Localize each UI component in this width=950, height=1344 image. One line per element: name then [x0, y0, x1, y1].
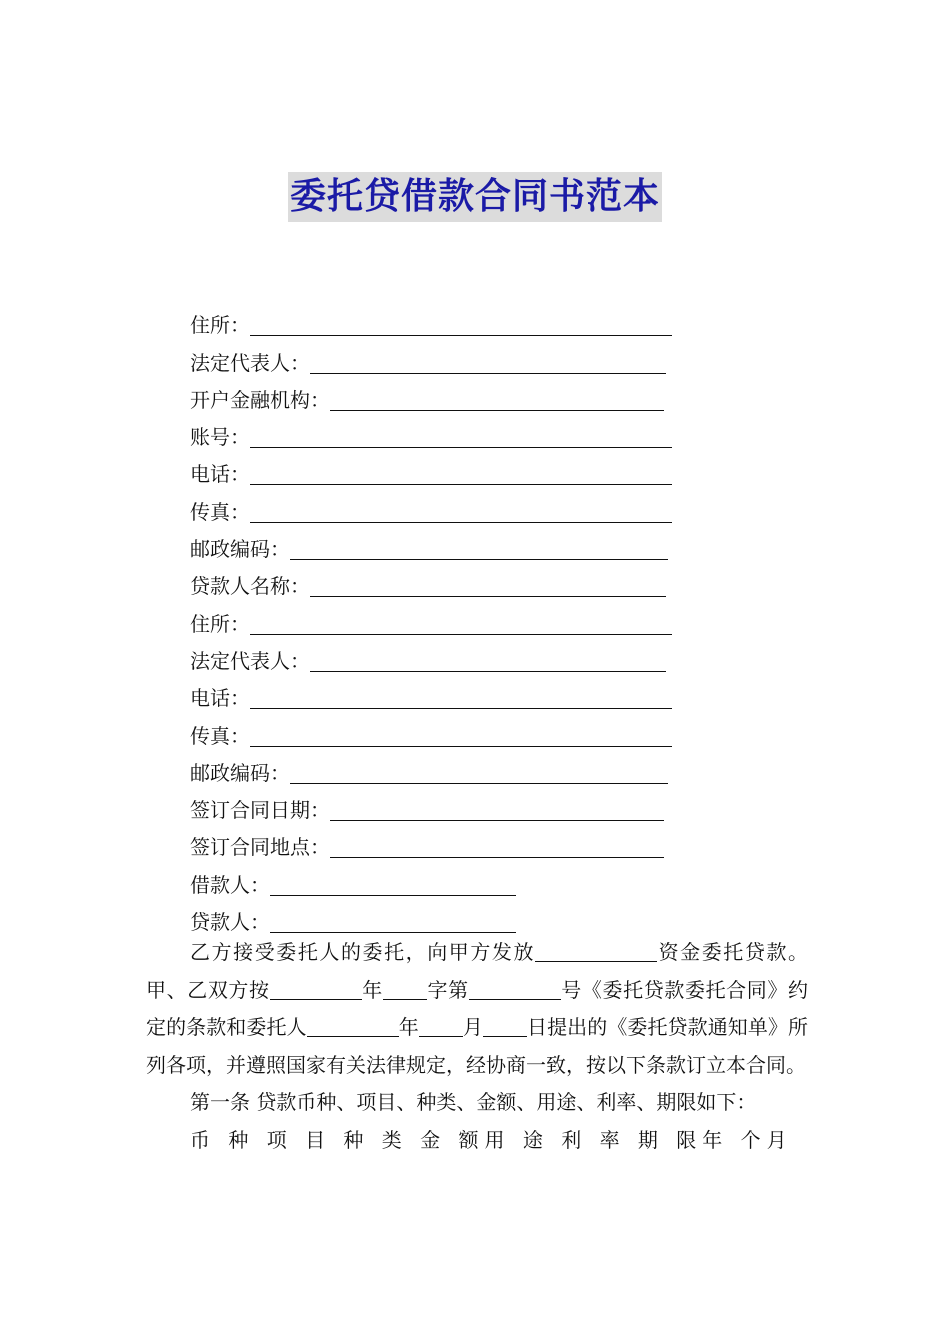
fill-in-blank[interactable] [307, 1014, 399, 1037]
fill-in-blank[interactable] [290, 535, 668, 560]
fill-in-blank[interactable] [330, 796, 664, 821]
field-label: 邮政编码： [190, 760, 290, 785]
text-segment: 乙方接受委托人的委托，向甲方发放 [190, 940, 536, 964]
text-segment: 号《委托贷款委托合同》约定的条款和委托人 [146, 977, 809, 1039]
field-label: 贷款人名称： [190, 574, 310, 599]
field-label: 法定代表人： [190, 350, 310, 375]
field-row [190, 564, 672, 601]
field-label: 法定代表人： [190, 648, 310, 673]
fill-in-blank[interactable] [330, 833, 664, 858]
field-row [190, 676, 672, 713]
text-segment: 年 [398, 1015, 419, 1039]
field-row [190, 639, 672, 676]
fill-in-blank[interactable] [310, 647, 666, 672]
text-segment: 资金委托贷款。甲、乙双方按 [146, 940, 809, 1002]
fill-in-blank[interactable] [383, 977, 427, 1000]
field-label: 贷款人： [190, 910, 270, 935]
document-title-wrap [0, 172, 950, 222]
text-segment: 月 [462, 1015, 483, 1039]
fill-in-blank[interactable] [250, 498, 672, 523]
field-label: 借款人： [190, 872, 270, 897]
fill-in-blank[interactable] [469, 977, 561, 1000]
field-label: 传真： [190, 723, 250, 748]
fill-in-blank[interactable] [310, 349, 666, 374]
fill-in-blank[interactable] [250, 610, 672, 635]
field-row [190, 601, 672, 638]
field-label: 传真： [190, 499, 250, 524]
preamble-paragraph [146, 934, 808, 1084]
field-label: 住所： [190, 611, 250, 636]
fill-in-blank[interactable] [290, 759, 668, 784]
field-row [190, 340, 672, 377]
field-row [190, 303, 672, 340]
field-label: 签订合同日期： [190, 798, 330, 823]
fill-in-blank[interactable] [330, 386, 664, 411]
field-label: 住所： [190, 313, 250, 338]
fill-in-blank[interactable] [270, 871, 516, 896]
text-segment: 字第 [426, 977, 469, 1002]
field-row [190, 862, 672, 899]
fill-in-blank[interactable] [419, 1014, 463, 1037]
field-label: 账号： [190, 425, 250, 450]
fill-in-blank[interactable] [535, 939, 657, 962]
field-label: 开户金融机构： [190, 387, 330, 412]
party-info-fields [190, 303, 672, 937]
field-row [190, 378, 672, 415]
field-label: 邮政编码： [190, 537, 290, 562]
field-row [190, 713, 672, 750]
contract-body [146, 934, 808, 1159]
fill-in-blank[interactable] [250, 722, 672, 747]
fill-in-blank[interactable] [310, 572, 666, 597]
fill-in-blank[interactable] [250, 423, 672, 448]
field-row [190, 527, 672, 564]
field-row [190, 489, 672, 526]
field-row [190, 452, 672, 489]
field-label: 签订合同地点： [190, 835, 330, 860]
fill-in-blank[interactable] [270, 908, 516, 933]
fill-in-blank[interactable] [270, 977, 362, 1000]
article-1: 第一条 贷款币种、项目、种类、金额、用途、利率、期限如下： [190, 1090, 757, 1114]
fill-in-blank[interactable] [250, 311, 672, 336]
field-row [190, 788, 672, 825]
text-segment: 年 [361, 977, 383, 1002]
document-title: 委托贷借款合同书范本 [288, 172, 662, 222]
field-label: 电话： [190, 462, 250, 487]
field-row [190, 900, 672, 937]
fill-in-blank[interactable] [483, 1014, 527, 1037]
fill-in-blank[interactable] [250, 460, 672, 485]
loan-table-header: 币 种 项 目 种 类 金 额用 途 利 率 期 限年 个月 [190, 1127, 793, 1152]
field-label: 电话： [190, 686, 250, 711]
fill-in-blank[interactable] [250, 684, 672, 709]
field-row [190, 751, 672, 788]
text-segment: 日提出的《委托贷款通知单》所列各项，并遵照国家有关法律规定，经协商一致，按以下条款订立本合同。 [146, 1015, 809, 1077]
field-row [190, 415, 672, 452]
field-row [190, 825, 672, 862]
